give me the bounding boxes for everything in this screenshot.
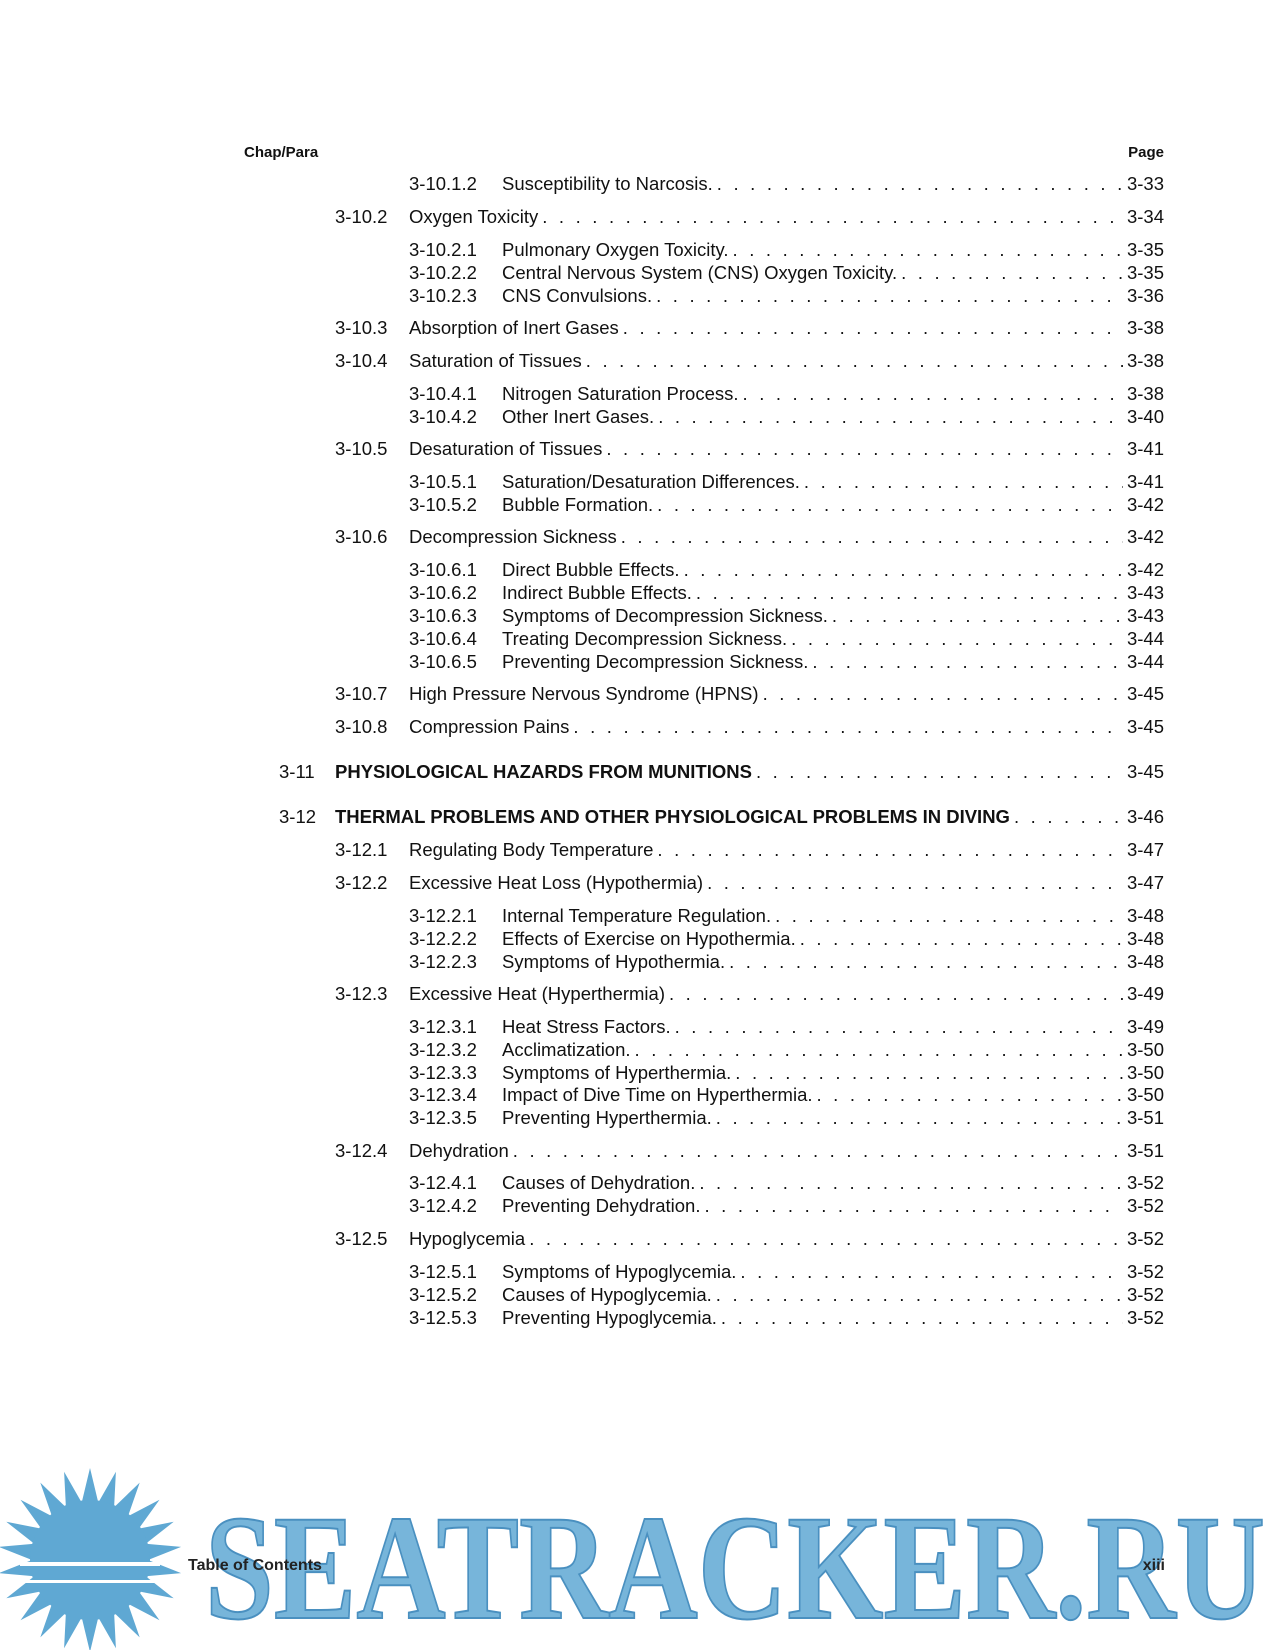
toc-entry-page: 3-49 [1126, 983, 1164, 1004]
dot-leader [657, 493, 1123, 517]
toc-entry-number: 3-12.3.2 [409, 1039, 477, 1060]
toc-entry-title: Pulmonary Oxygen Toxicity. [502, 239, 729, 260]
toc-entry-title: Impact of Dive Time on Hyperthermia. [502, 1084, 813, 1105]
dot-leader [717, 172, 1123, 196]
toc-entry[interactable] [0, 1283, 1275, 1307]
toc-entry-page: 3-48 [1126, 905, 1164, 926]
dot-leader [513, 1139, 1123, 1163]
toc-entry-number: 3-12.1 [335, 839, 388, 860]
toc-entry-number: 3-10.1.2 [409, 173, 477, 194]
toc-entry-number: 3-10.5.2 [409, 494, 477, 515]
toc-entry-title: Susceptibility to Narcosis. [502, 173, 713, 194]
dot-leader [1014, 805, 1123, 829]
footer-section-title: Table of Contents [188, 1557, 322, 1574]
toc-entry-number: 3-12.2 [335, 872, 388, 893]
toc-entry-page: 3-45 [1126, 761, 1164, 782]
toc-entry-page: 3-42 [1126, 494, 1164, 515]
toc-entry[interactable] [0, 1139, 1275, 1163]
toc-entry[interactable] [0, 760, 1275, 784]
toc-entry-page: 3-50 [1126, 1039, 1164, 1060]
dot-leader [699, 1171, 1123, 1195]
toc-entry[interactable] [0, 1194, 1275, 1218]
toc-entry[interactable] [0, 470, 1275, 494]
toc-entry-number: 3-10.2.1 [409, 239, 477, 260]
toc-entry-page: 3-43 [1126, 582, 1164, 603]
toc-entry[interactable] [0, 982, 1275, 1006]
toc-entry-title: Central Nervous System (CNS) Oxygen Toxicity. [502, 262, 898, 283]
toc-entry-title: Symptoms of Hypoglycemia. [502, 1261, 737, 1282]
dot-leader [733, 238, 1123, 262]
toc-entry[interactable] [0, 558, 1275, 582]
toc-entry[interactable] [0, 284, 1275, 308]
toc-entry-page: 3-35 [1126, 262, 1164, 283]
toc-entry-page: 3-47 [1126, 872, 1164, 893]
toc-entry-number: 3-12.2.3 [409, 951, 477, 972]
toc-entry-title: Symptoms of Decompression Sickness. [502, 605, 828, 626]
dot-leader [606, 437, 1123, 461]
toc-entry[interactable] [0, 382, 1275, 406]
dot-leader [804, 470, 1123, 494]
dot-leader [658, 405, 1123, 429]
toc-entry[interactable] [0, 1061, 1275, 1085]
toc-entry-title: Hypoglycemia [409, 1228, 526, 1249]
toc-entry-title: Excessive Heat Loss (Hypothermia) [409, 872, 704, 893]
toc-entry[interactable] [0, 1015, 1275, 1039]
dot-leader [763, 682, 1123, 706]
toc-entry-page: 3-47 [1126, 839, 1164, 860]
dot-leader [529, 1227, 1123, 1251]
toc-entry-page: 3-35 [1126, 239, 1164, 260]
dot-leader [675, 1015, 1123, 1039]
toc-entry[interactable] [0, 172, 1275, 196]
toc-entry[interactable] [0, 437, 1275, 461]
toc-entry-number: 3-10.4.1 [409, 383, 477, 404]
watermark-text: SEATRACKER.RU [205, 1485, 1265, 1650]
toc-entry-title: Heat Stress Factors. [502, 1016, 671, 1037]
toc-entry-title: CNS Convulsions. [502, 285, 653, 306]
toc-entry-title: Other Inert Gases. [502, 406, 655, 427]
toc-entry-number: 3-10.7 [335, 683, 388, 704]
toc-entry-page: 3-33 [1126, 173, 1164, 194]
toc-entry-page: 3-52 [1126, 1307, 1164, 1328]
toc-entry-page: 3-36 [1126, 285, 1164, 306]
sun-logo-icon [0, 1468, 181, 1650]
toc-entry-title: Absorption of Inert Gases [409, 317, 619, 338]
toc-entry-page: 3-42 [1126, 526, 1164, 547]
toc-entry[interactable] [0, 871, 1275, 895]
toc-entry-title: Treating Decompression Sickness. [502, 628, 788, 649]
toc-entry[interactable] [0, 525, 1275, 549]
toc-entry-number: 3-12.5 [335, 1228, 388, 1249]
toc-entry-title: Indirect Bubble Effects. [502, 582, 692, 603]
toc-entry-number: 3-10.6 [335, 526, 388, 547]
toc-entry-number: 3-10.6.1 [409, 559, 477, 580]
watermark [0, 1440, 1275, 1650]
toc-entry-title: Desaturation of Tissues [409, 438, 603, 459]
toc-entry-number: 3-12.3.3 [409, 1062, 477, 1083]
toc-entry-title: Causes of Dehydration. [502, 1172, 696, 1193]
toc-entry-number: 3-10.6.5 [409, 651, 477, 672]
toc-entry[interactable] [0, 581, 1275, 605]
toc-entry-title: Regulating Body Temperature [409, 839, 654, 860]
toc-entry-page: 3-42 [1126, 559, 1164, 580]
toc-entry-title: Symptoms of Hyperthermia. [502, 1062, 732, 1083]
toc-entry-page: 3-52 [1126, 1228, 1164, 1249]
dot-leader [542, 205, 1123, 229]
toc-entry-page: 3-40 [1126, 406, 1164, 427]
toc-entry[interactable] [0, 715, 1275, 739]
toc-entry-number: 3-12.5.2 [409, 1284, 477, 1305]
toc-entry-title: Preventing Hypoglycemia. [502, 1307, 717, 1328]
toc-entry-page: 3-46 [1126, 806, 1164, 827]
dot-leader [740, 1260, 1123, 1284]
dot-leader [812, 650, 1123, 674]
toc-entry-number: 3-12.4.1 [409, 1172, 477, 1193]
toc-entry-page: 3-51 [1126, 1140, 1164, 1161]
toc-entry[interactable] [0, 238, 1275, 262]
toc-entry[interactable] [0, 493, 1275, 517]
toc-entry-page: 3-52 [1126, 1172, 1164, 1193]
toc-entry-title: Preventing Hyperthermia. [502, 1107, 712, 1128]
footer-page-number: xiii [1142, 1557, 1165, 1574]
toc-entry[interactable] [0, 950, 1275, 974]
toc-entry-number: 3-10.3 [335, 317, 388, 338]
toc-entry-number: 3-12.3 [335, 983, 388, 1004]
toc-entry-number: 3-10.6.2 [409, 582, 477, 603]
toc-entry[interactable] [0, 682, 1275, 706]
toc-entry-page: 3-38 [1126, 383, 1164, 404]
toc-entry-number: 3-10.4 [335, 350, 388, 371]
dot-leader [756, 760, 1123, 784]
dot-leader [704, 1194, 1122, 1218]
toc-entry-page: 3-41 [1126, 438, 1164, 459]
toc-entry-page: 3-45 [1126, 716, 1164, 737]
toc-entry-number: 3-12.4.2 [409, 1195, 477, 1216]
dot-leader [716, 1283, 1123, 1307]
toc-entry-title: Direct Bubble Effects. [502, 559, 680, 580]
dot-leader [721, 1306, 1123, 1330]
dot-leader [656, 284, 1123, 308]
toc-entry-page: 3-38 [1126, 350, 1164, 371]
toc-entry-number: 3-12.2.1 [409, 905, 477, 926]
toc-entry-page: 3-50 [1126, 1062, 1164, 1083]
toc-entry-number: 3-10.5.1 [409, 471, 477, 492]
toc-entry[interactable] [0, 1227, 1275, 1251]
toc-entry-number: 3-11 [279, 761, 315, 782]
toc-entry[interactable] [0, 349, 1275, 373]
toc-entry-number: 3-12.5.1 [409, 1261, 477, 1282]
dot-leader [621, 525, 1123, 549]
toc-entry[interactable] [0, 627, 1275, 651]
toc-entry-page: 3-52 [1126, 1261, 1164, 1282]
toc-entry[interactable] [0, 405, 1275, 429]
dot-leader [657, 838, 1123, 862]
toc-entry-title: Symptoms of Hypothermia. [502, 951, 726, 972]
dot-leader [669, 982, 1123, 1006]
toc-entry-title: Nitrogen Saturation Process. [502, 383, 739, 404]
dot-leader [832, 604, 1123, 628]
toc-entry-page: 3-44 [1126, 651, 1164, 672]
toc-entry-number: 3-12.5.3 [409, 1307, 477, 1328]
dot-leader [716, 1106, 1123, 1130]
toc-entry-title: Preventing Dehydration. [502, 1195, 701, 1216]
toc-entry[interactable] [0, 261, 1275, 285]
toc-entry-title: Causes of Hypoglycemia. [502, 1284, 712, 1305]
toc-entry-page: 3-48 [1126, 928, 1164, 949]
toc-entry[interactable] [0, 1260, 1275, 1284]
toc-entry-title: Preventing Decompression Sickness. [502, 651, 809, 672]
toc-entry[interactable] [0, 1106, 1275, 1130]
toc-entry-number: 3-12.3.5 [409, 1107, 477, 1128]
toc-entry-page: 3-48 [1126, 951, 1164, 972]
toc-entry-title: Compression Pains [409, 716, 570, 737]
dot-leader [573, 715, 1123, 739]
toc-entry[interactable] [0, 1083, 1275, 1107]
column-header-page: Page [1128, 144, 1164, 161]
toc-entry[interactable] [0, 1171, 1275, 1195]
dot-leader [743, 382, 1123, 406]
toc-entry-number: 3-10.2 [335, 206, 388, 227]
dot-leader [707, 871, 1123, 895]
dot-leader [800, 927, 1123, 951]
toc-entry[interactable] [0, 1306, 1275, 1330]
toc-entry-number: 3-10.6.3 [409, 605, 477, 626]
toc-entry-page: 3-49 [1126, 1016, 1164, 1037]
toc-entry-page: 3-38 [1126, 317, 1164, 338]
dot-leader [735, 1061, 1123, 1085]
toc-entry[interactable] [0, 604, 1275, 628]
dot-leader [684, 558, 1123, 582]
toc-entry[interactable] [0, 316, 1275, 340]
toc-entry-page: 3-51 [1126, 1107, 1164, 1128]
toc-entry-number: 3-10.6.4 [409, 628, 477, 649]
column-header-chap-para: Chap/Para [244, 144, 319, 161]
toc-entry-number: 3-10.5 [335, 438, 388, 459]
dot-leader [696, 581, 1123, 605]
toc-entry-number: 3-10.8 [335, 716, 388, 737]
toc-entry-title: Bubble Formation. [502, 494, 654, 515]
toc-entry-title: Effects of Exercise on Hypothermia. [502, 928, 796, 949]
toc-entry-title: PHYSIOLOGICAL HAZARDS FROM MUNITIONS [335, 761, 752, 782]
toc-entry-title: Acclimatization. [502, 1039, 631, 1060]
toc-entry-page: 3-34 [1126, 206, 1164, 227]
toc-entry-title: Internal Temperature Regulation. [502, 905, 772, 926]
dot-leader [729, 950, 1123, 974]
toc-entry-number: 3-12 [279, 806, 317, 827]
dot-leader [791, 627, 1123, 651]
toc-entry-title: Excessive Heat (Hyperthermia) [409, 983, 665, 1004]
toc-entry-title: Saturation/Desaturation Differences. [502, 471, 800, 492]
dot-leader [817, 1083, 1123, 1107]
toc-entry-number: 3-10.2.2 [409, 262, 477, 283]
toc-entry[interactable] [0, 904, 1275, 928]
toc-entry[interactable] [0, 805, 1275, 829]
dot-leader [635, 1038, 1123, 1062]
toc-entry-page: 3-52 [1126, 1284, 1164, 1305]
toc-entry-page: 3-44 [1126, 628, 1164, 649]
toc-entry[interactable] [0, 927, 1275, 951]
dot-leader [623, 316, 1123, 340]
toc-entry[interactable] [0, 838, 1275, 862]
toc-entry[interactable] [0, 205, 1275, 229]
toc-entry-title: Decompression Sickness [409, 526, 617, 547]
toc-entry-number: 3-12.4 [335, 1140, 388, 1161]
toc-entry[interactable] [0, 650, 1275, 674]
dot-leader [901, 261, 1123, 285]
toc-entry-title: THERMAL PROBLEMS AND OTHER PHYSIOLOGICAL PROBLEMS IN DIVING [335, 806, 1010, 827]
toc-entry-title: Dehydration [409, 1140, 509, 1161]
toc-entry-number: 3-12.3.1 [409, 1016, 477, 1037]
toc-entry-number: 3-10.4.2 [409, 406, 477, 427]
toc-entry-page: 3-45 [1126, 683, 1164, 704]
toc-entry-page: 3-50 [1126, 1084, 1164, 1105]
toc-entry-number: 3-10.2.3 [409, 285, 477, 306]
toc-entry-page: 3-52 [1126, 1195, 1164, 1216]
toc-entry-title: Saturation of Tissues [409, 350, 582, 371]
dot-leader [586, 349, 1123, 373]
toc-entry-number: 3-12.2.2 [409, 928, 477, 949]
toc-entry-number: 3-12.3.4 [409, 1084, 477, 1105]
toc-entry-title: Oxygen Toxicity [409, 206, 539, 227]
toc-entry-page: 3-41 [1126, 471, 1164, 492]
toc-entry-page: 3-43 [1126, 605, 1164, 626]
dot-leader [775, 904, 1123, 928]
toc-entry[interactable] [0, 1038, 1275, 1062]
toc-entry-title: High Pressure Nervous Syndrome (HPNS) [409, 683, 759, 704]
